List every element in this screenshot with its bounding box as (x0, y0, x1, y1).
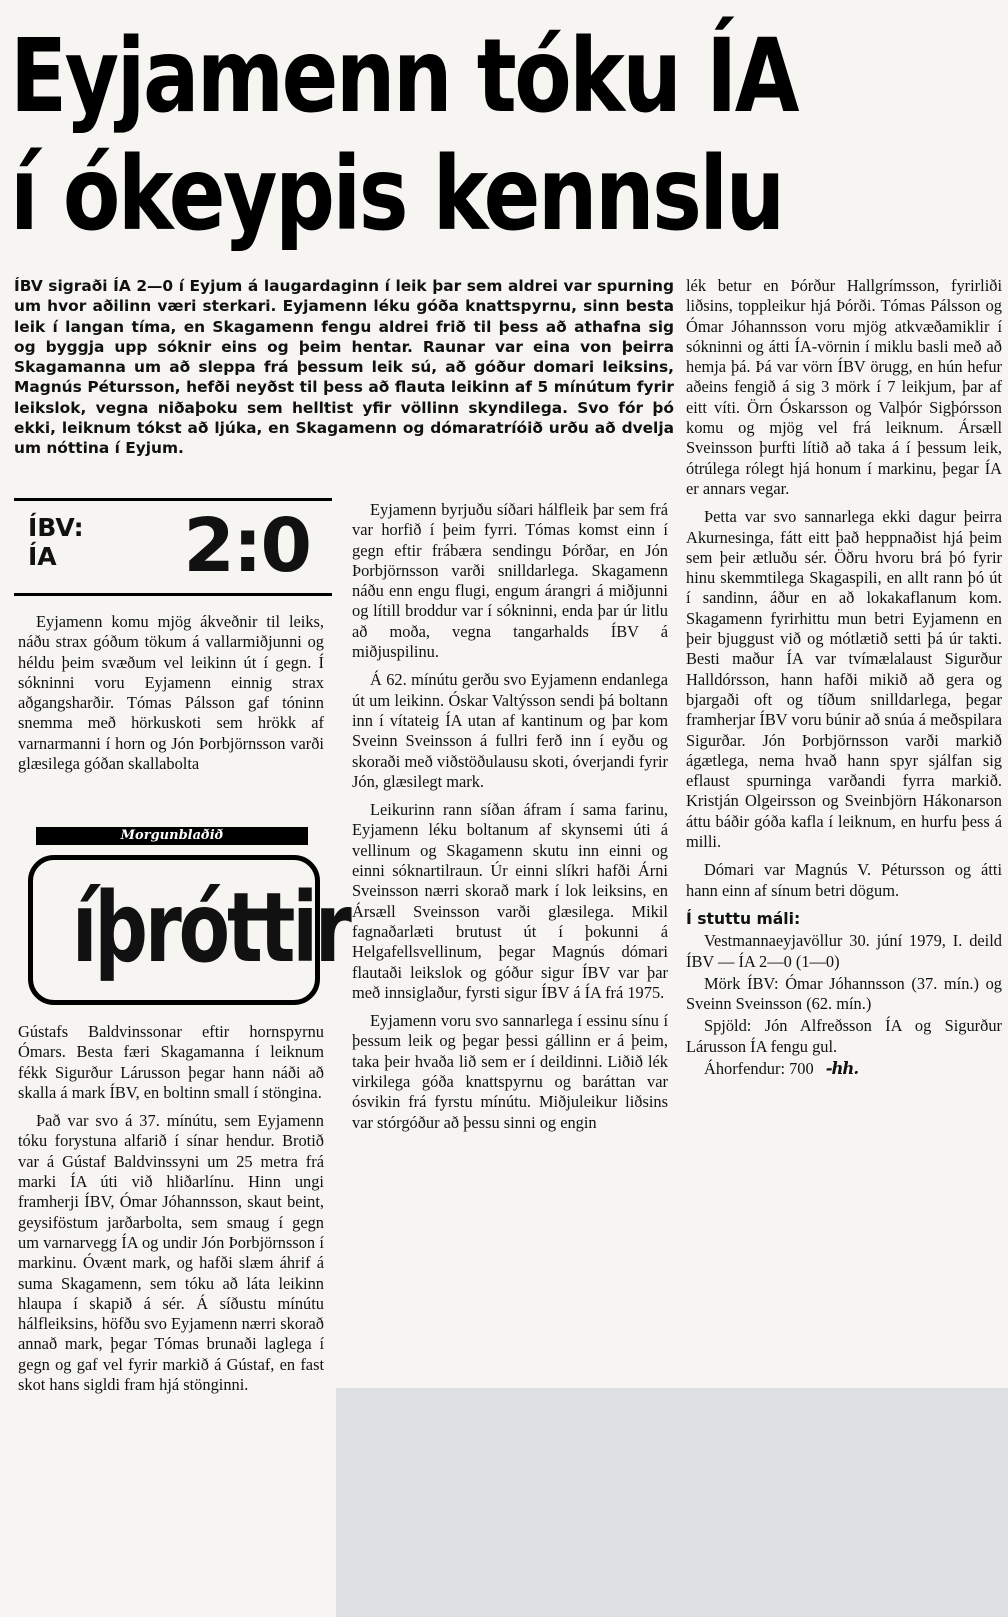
col1-paragraph-2: Gústafs Baldvinssonar eftir hornspyrnu Ómars. Besta færi Skagamanna í leiknum fékk Sigurður Lárusson þegar hann náði að skalla á mark ÍBV, en boltinn small í stöngina. (18, 1022, 324, 1102)
column-2 (352, 500, 668, 1141)
attendance-text: Áhorfendur: 700 (704, 1058, 814, 1078)
section-word: íþróttir (71, 872, 349, 984)
headline-line-1: Eyjamenn tóku ÍA (10, 17, 798, 136)
logo-frame (28, 855, 349, 1005)
column-1-bottom (18, 1022, 324, 1403)
team-away: ÍA (28, 542, 57, 571)
col1-paragraph-3: Það var svo á 37. mínútu, sem Eyjamenn tóku forystuna alfarið í sínar hendur. Brotið var á Gústaf Baldvinssyni um 25 metra frá marki ÍA úti við hliðarlínu. Hinn ungi framherji ÍBV, Ómar Jóhannsson, skaut beint, geysiföstum jarðarbolta, sem smaug í gegn um varnarvegg ÍA og undir Jón Þorbjörnsson í markinu. Óvænt mark, og hafði slæm áhrif á suma Skagamenn, sem tóku að láta leikinn hlaupa í skapið á sér. Á síðustu mínútu hálfleiksins, höfðu svo Eyjamenn nærri skorað annað mark, þegar Tómas brunaði laglega í gegn og gaf vel fyrir markið á Gústaf, en fast skot hans sigldi fram hjá stönginni. (18, 1111, 324, 1395)
lead-paragraph: ÍBV sigraði ÍA 2—0 í Eyjum á laugardaginn í leik þar sem aldrei var spurning um hvor aðilinn væri sterkari. Eyjamenn léku góða knattspyrnu, sinn besta leik í langan tíma, en Skagamenn fengu aldrei frið til þess að athafna sig og byggja upp sóknir eins og þeim hentar. Raunar var eina von þeirra Skagamanna um að sleppa frá þessum leik sú, að góður domari leiksins, Magnús Pétursson, hefði neyðst til þess að flauta leikinn af 5 mínútum fyrir leikslok, vegna niðaþoku sem helltist yfir völlinn skyndilega. Svo fór þó ekki, leiknum tókst að ljúka, en Skagamenn og dómaratríóið urðu að dvelja um nóttina í Eyjum. (14, 277, 674, 458)
author-signature: -hh. (825, 1058, 859, 1078)
col2-paragraph-3: Leikurinn rann síðan áfram í sama farinu, Eyjamenn léku boltanum af skynsemi úti á vellinum og Skagamenn skutu inn einni og einni sóknartilraun. Úr einni slíkri hafði Árni Sveinsson nærri skorað mark í lok leiksins, en Ársæll Sveinsson varði glæsilega. Mikil fagnaðarlæti brutust út í þokunni á Helgafellsvellinum, þegar Magnús dómari flautaði leikslok og góður sigur ÍBV var þar með innsiglaður, fyrsti sigur ÍBV á ÍA frá 1975. (352, 800, 668, 1002)
info-heading: Í stuttu máli: (686, 909, 801, 928)
headline-line-2: í ókeypis kennslu (10, 135, 783, 254)
final-score: 2:0 (183, 503, 310, 589)
col3-paragraph-1: lék betur en Þórður Hallgrímsson, fyrirliði liðsins, toppleikur hjá Þórði. Tómas Pálsson og Ómar Jóhannsson voru mjög atkvæðamiklir í sókninni og átti ÍA-vörnin í miklu basli með að hemja þá. Þá var vörn ÍBV örugg, en hún hefur aðeins fengið á sig 3 mörk í 7 leikjum, þar af eitt víti. Örn Óskarsson og Valþór Sigþórsson komu og mjög vel frá leiknum. Ársæll Sveinsson þurfti lítið að taka á í þessum leik, ótrúlega rólegt hjá honum í markinu, þegar ÍA er annars vegar. (686, 276, 1002, 498)
info-venue: Vestmannaeyjavöllur 30. júní 1979, I. deild ÍBV — ÍA 2—0 (1—0) (686, 931, 1002, 971)
column-3 (686, 276, 1002, 1081)
col2-paragraph-2: Á 62. mínútu gerðu svo Eyjamenn endanlega út um leikinn. Óskar Valtýsson sendi þá boltann inn í vítateig ÍA utan af kantinum og þar kom Sveinn Sveinsson á fullri ferð inn í eyðu og skoraði með viðstöðulausu skoti, óverjandi fyrir Jón, glæsilegt mark. (352, 670, 668, 791)
info-goals: Mörk ÍBV: Ómar Jóhannsson (37. mín.) og Sveinn Sveinsson (62. mín.) (686, 973, 1002, 1014)
col3-paragraph-3: Dómari var Magnús V. Pétursson og átti hann einn af sínum betri dögum. (686, 860, 1002, 900)
headline (10, 18, 822, 254)
column-1-top (18, 612, 324, 782)
col1-paragraph-1: Eyjamenn komu mjög ákveðnir til leiks, náðu strax góðum tökum á vallarmiðjunni og héldu þeim svæðum vel leikinn út í gegn. Í sókninni voru Eyjamenn einnig strax aðgangsharðir. Tómas Pálsson gaf tóninn snemma með hörkuskoti sem hrökk af varnarmanni í horn og Jón Þorbjörnsson varði glæsilega góðan skallabolta (18, 612, 324, 774)
team-home: ÍBV: (28, 513, 84, 542)
col3-paragraph-2: Þetta var svo sannarlega ekki dagur þeirra Akurnesinga, fátt eitt það heppnaðist hjá þeim sem þeir ætluðu sér. Öðru hvoru brá þó fyrir hinu skemmtilega Skagaspili, en allt rann þó út í sandinn, áður en að lokakaflanum kom. Skagamenn fyrirhittu mun betri Eyjamenn en þeir bjuggust við og mótlætið setti þá úr takti. Besti maður ÍA var tvímælalaust Sigurður Halldórsson, hann hafði mikið að gera og bjargaði oft og tíðum snilldarlega, þegar framherjar ÍBV voru búnir að snúa á meðspilara Sigurðar. Jón Þorbjörnsson varði markið ágætlega, nema hvað hann spyr sjálfan sig eflaust spurninga varðandi fyrra markið. Kristján Olgeirsson og Sveinbjörn Hákonarson áttu báðir góða kafla í leiknum, en hurfu þess á milli. (686, 507, 1002, 852)
col2-paragraph-4: Eyjamenn voru svo sannarlega í essinu sínu í þessum leik og þegar þessi gállinn er á þeim, taka þeir hvaða lið sem er í deildinni. Liðið lék virkilega góða knattspyrnu og baráttan var ósvikin frá fyrstu mínútu. Miðjuleikur liðsins var stórgóður að þessu sinni og engin (352, 1011, 668, 1132)
score-box (14, 498, 332, 596)
newspaper-name: Morgunblaðið (36, 827, 308, 845)
empty-background-area (336, 1388, 1008, 1617)
col2-paragraph-1: Eyjamenn byrjuðu síðari hálfleik þar sem frá var horfið í þeim fyrri. Tómas komst einn í gegn eftir frábæra sendingu Þórðar, en Jón Þorbjörnsson varði snilldarlega. Skagamenn náðu enn engu flugi, engum árangri á miðjunni og lítill broddur var í sókninni, enda þar úr litlu að moða, vegna tangarhalds ÍBV á miðjuspilinu. (352, 500, 668, 662)
sports-section-logo (28, 827, 349, 1007)
score-teams (28, 513, 84, 571)
info-cards: Spjöld: Jón Alfreðsson ÍA og Sigurður Lárusson ÍA fengu gul. (686, 1016, 1002, 1056)
info-attendance (686, 1059, 1002, 1079)
